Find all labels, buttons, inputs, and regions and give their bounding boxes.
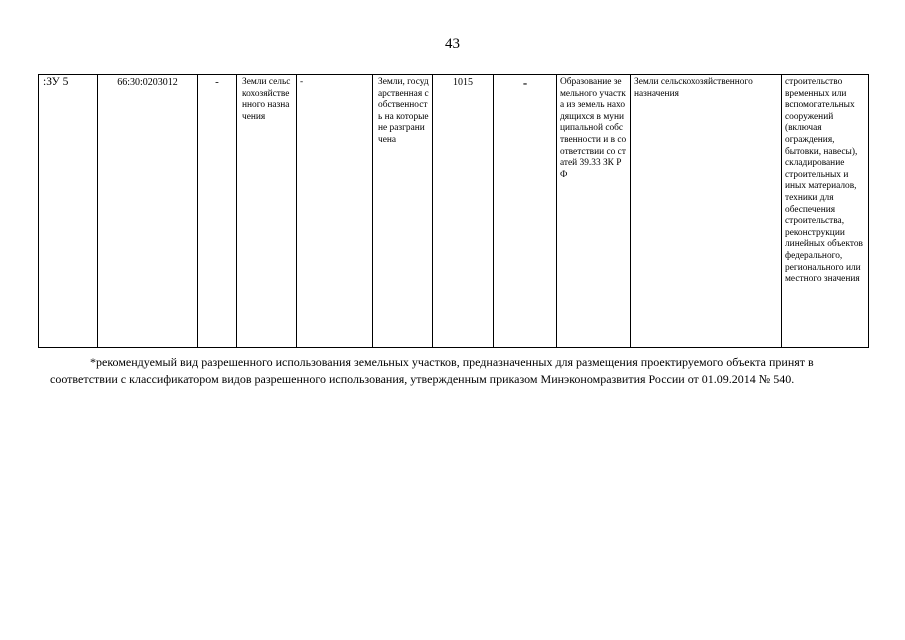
formation-method-cell: Образование земельного участка из земель находящихся в муниципальной собственности и в соответствии со статей 39.33 ЗК РФ bbox=[557, 75, 631, 348]
permitted-use-cell: строительство временных или вспомогательных сооружений (включая ограждения, бытовки, навесы), складирование строительных и иных материалов, техники для обеспечения строительства, реконструкции линейных объектов федерального, регионального или местного значения bbox=[782, 75, 869, 348]
area-cell: 1015 bbox=[433, 75, 494, 348]
cadastral-quarter-cell: 66:30:0203012 bbox=[98, 75, 198, 348]
plot-designation-cell: :ЗУ 5 bbox=[39, 75, 98, 348]
empty-value-cell: - bbox=[198, 75, 237, 348]
empty-value-cell: - bbox=[297, 75, 373, 348]
land-plot-table bbox=[38, 74, 869, 348]
empty-value-cell: - bbox=[494, 75, 557, 348]
footnote: *рекомендуемый вид разрешенного использования земельных участков, предназначенных для размещения проектируемого объекта принят в соответствии с классификатором видов разрешенного использования, утвержденным приказом Минэкономразвития России от 01.09.2014 № 540. bbox=[50, 355, 814, 386]
land-category-cell: Земли сельскохозяйственного назначения bbox=[237, 75, 297, 348]
ownership-cell: Земли, государственная собственность на которые не разграничена bbox=[373, 75, 433, 348]
target-land-category-cell: Земли сельскохозяйственного назначения bbox=[631, 75, 782, 348]
page-number: 43 bbox=[445, 36, 460, 52]
table-row bbox=[39, 75, 869, 348]
